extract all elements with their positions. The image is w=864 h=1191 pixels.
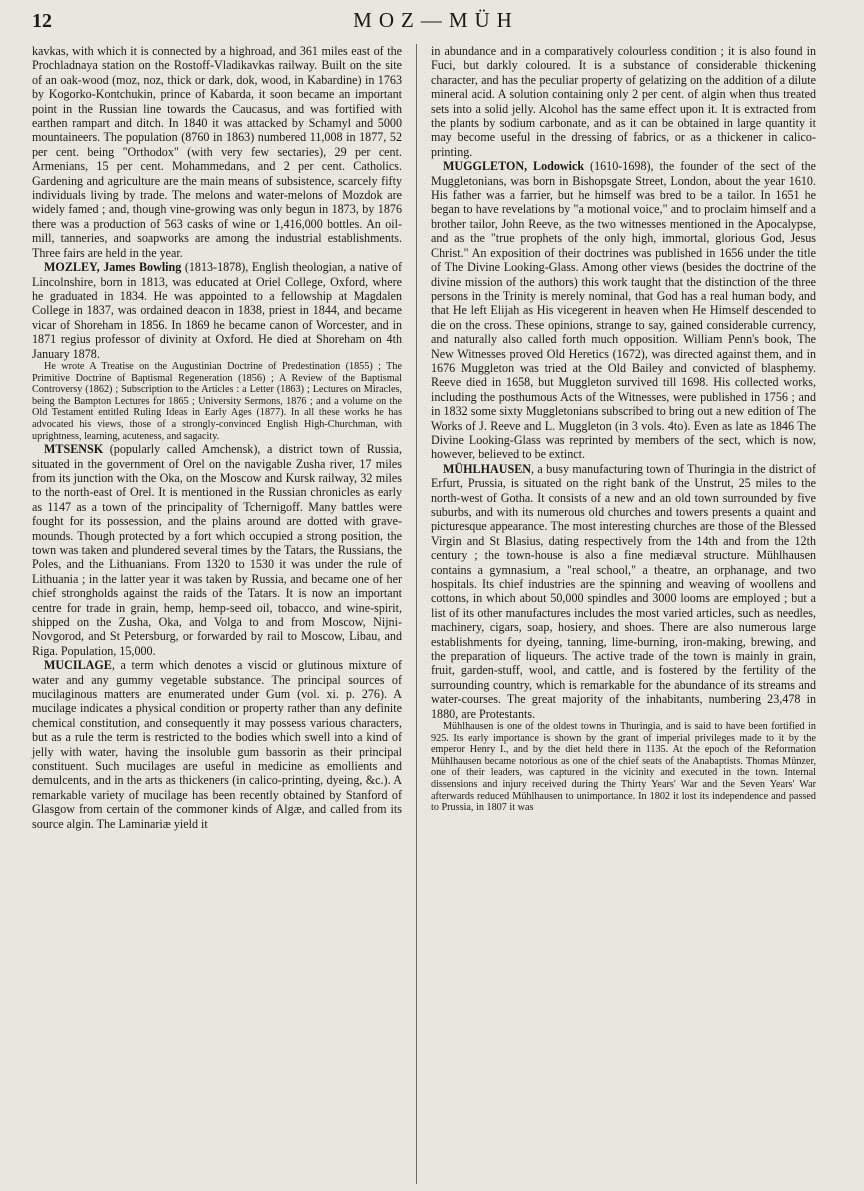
mozley-headword: MOZLEY, James Bowling	[44, 260, 182, 275]
mtsensk-entry	[32, 442, 402, 658]
mozley-works-note: He wrote A Treatise on the Augustinian Doctrine of Predestination (1855) ; The Primitive Doctrine of Baptismal Regeneration (1856) ; A Review of the Baptismal Controversy (1862) ; Subscription to the Articles : a Letter (1863) ; Lectures on Miracles, being the Bampton Lectures for 1865 ; University Sermons, 1876 ; and a volume on the Old Testament entitled Ruling Ideas in Early Ages (1877). In all these works he has advocated his views, those of a strongly-convinced English High-Churchman, with uprightness, learning, acuteness, and sagacity.	[32, 360, 402, 442]
muggleton-entry	[431, 159, 816, 462]
muggleton-text: (1610-1698), the founder of the sect of the Muggletonians, was born in Bishopsgate Street, London, about the year 1610. His father was a farrier, but he himself was bred to be a tailor. In 1651 he began to have revelations by "a motional voice," and to proclaim himself and a brother tailor, John Reeve, as the two witnesses mentioned in the Apocalypse, and as the "true prophets of the only high, immortal, glorious God, Jesus Christ." An exposition of their doctrines was published in 1656 under the title of The Divine Looking-Glass. Among other views (besides the doctrine of the divine mission of the authors) this work taught that the distinction of the three persons in the Trinity is merely nominal, that God has a real human body, and that He left Elijah as His vicegerent in heaven when He Himself descended to die on the cross. These opinions, strange to say, gained considerable currency, and naturally also called forth much opposition. William Penn's book, The New Witnesses proved Old Heretics (1672), was directed against them, and in 1676 Muggleton was tried at the Old Bailey and convicted of blasphemy. Reeve died in 1658, but Muggleton survived till 1698. His collected works, including the posthumous Acts of the Witnesses, were published in 1756 ; and in 1832 some sixty Muggletonians subscribed to bring out a new edition of The Works of J. Reeve and L. Muggleton (in 3 vols. 4to). Even as late as 1846 The Divine Looking-Glass was reprinted by members of the sect, which is now, however, believed to be extinct.	[431, 159, 816, 462]
column-divider	[416, 44, 417, 1184]
mucilage-text: , a term which denotes a viscid or glutinous mixture of water and any gummy vegetable substance. The principal sources of mucilaginous matters are enumerated under Gum (vol. xi. p. 276). A mucilage indicates a physical condition or property rather than any definite chemical constitution, and consequently it may possess various characters, but as a rule the term is restricted to the bodies which swell into a kind of jelly with water, having the insoluble gum bassorin as their principal constituent. Such mucilages are useful in medicine as emollients and demulcents, and in the arts as thickeners (in calico-printing, dyeing, &c.). A remarkable variety of mucilage has been recently obtained by Stanford of Glasgow from certain of the commoner kinds of Algæ, and called from its source algin. The Laminariæ yield it	[32, 658, 402, 831]
left-column	[32, 44, 402, 1184]
muhlhausen-entry	[431, 462, 816, 721]
muggleton-headword: MUGGLETON, Lodowick	[443, 159, 585, 174]
running-head: MOZ—MÜH	[353, 8, 519, 32]
mozdok-entry-continued: kavkas, with which it is connected by a highroad, and 361 miles east of the Prochladnaya station on the Rostoff-Vladikavkas railway. Built on the site of an oak-wood (moz, noz, thick or dark, dok, wood, in Kabardine) in 1763 by Kogorko-Kontchukin, prince of Kabarda, it soon became an important point in the Russian line towards the Caucasus, and was fortified with earthen rampart and ditch. In 1840 it was attacked by Schamyl and 5000 mountaineers. The population (8760 in 1863) numbered 11,008 in 1877, 52 per cent. being "Orthodox" (with very few sectaries), 29 per cent. Armenians, 15 per cent. Mohammedans, and 2 per cent. Catholics. Gardening and agriculture are the main means of subsistence, scarcely fifty individuals living by trade. The melons and water-melons of Mozdok are widely famed ; and, though vine-growing was only begun in 1873, by 1876 there was a production of 563 casks of wine or 1,416,000 bottles. An oil-mill, tanneries, and soapworks are among the industrial establishments. Three fairs are held in the year.	[32, 44, 402, 260]
muhlhausen-history-note: Mühlhausen is one of the oldest towns in Thuringia, and is said to have been fortified in 925. Its early importance is shown by the grant of imperial privileges made to it by the emperor Henry I., and by the diet held there in 1135. At the epoch of the Reformation Mühlhausen became notorious as one of the chief seats of the Anabaptists. Thomas Münzer, one of their leaders, was captured in the vicinity and executed in the town. Internal dissensions and injury received during the Thirty Years' War and the Seven Years' War afterwards reduced Mühlhausen to unimportance. In 1802 it lost its independence and passed to Prussia, in 1807 it was	[431, 721, 816, 814]
muhlhausen-text: , a busy manufacturing town of Thuringia in the district of Erfurt, Prussia, is situated on the right bank of the Unstrut, 25 miles to the north-west of Gotha. It consists of a new and an old town surrounded by five suburbs, and with its numerous old churches and towers presents a quaint and picturesque appearance. The most interesting churches are those of the Blessed Virgin and St Blasius, dating respectively from the 14th and from the 12th century ; the town-house is also a fine mediæval structure. Mühlhausen contains a gymnasium, a "real school," a theatre, an orphanage, and two hospitals. Its chief industries are the spinning and weaving of woollens and cottons, in which about 50,000 spindles and 3000 looms are employed ; but a list of its other manufactures includes the most varied articles, such as needles, machinery, cigars, soap, hosiery, and shoes. There are also numerous large establishments for dyeing, tanning, lime-burning, iron-making, brewing, and the preparation of liqueurs. The active trade of the town is mainly in grain, fruit, garden-stuff, wool, and cattle, and is fostered by the fertility of the surrounding country, which is remarkable for the abundance of its streams and water-courses. The great majority of the inhabitants, numbering 23,478 in 1880, are Protestants.	[431, 461, 816, 721]
page-number: 12	[32, 10, 52, 32]
text-columns	[32, 44, 840, 1184]
page-header	[32, 8, 840, 34]
muhlhausen-headword: MÜHLHAUSEN	[443, 461, 532, 476]
mozley-entry	[32, 260, 402, 361]
mtsensk-text: (popularly called Amchensk), a district town of Russia, situated in the government of Orel on the navigable Zusha river, 17 miles from its junction with the Oka, on the Moscow and Kursk railway, 32 miles to the north-east of Orel. It is mentioned in the Russian chronicles as early as 1147 as a town of the principality of Tchernigoff. Many battles were fought for its possession, and the plains around are dotted with grave-mounds. Though protected by a fort which occupied a strong position, the town was taken and plundered several times by the Tatars, the Russians, the Poles, and the Lithuanians. From 1320 to 1530 it was under the rule of Lithuania ; in the latter year it was taken by Russia, and became one of her chief strongholds against the raids of the Tatars. It is now an important centre for trade in grain, hemp, hemp-seed oil, tobacco, and wine-spirit, shipped on the Zusha, Oka, and Volga to and from Moscow, Nijni-Novgorod, and St Petersburg, or forwarded by rail to Moscow, Libau, and Riga. Population, 15,000.	[32, 442, 402, 658]
mucilage-entry	[32, 658, 402, 831]
right-column	[431, 44, 816, 1184]
mucilage-headword: MUCILAGE	[44, 658, 112, 673]
mucilage-entry-continued: in abundance and in a comparatively colourless condition ; it is also found in Fuci, but darkly coloured. It is a substance of considerable thickening character, and has the peculiar property of gelatizing on the addition of a dilute mineral acid. A solution containing only 2 per cent. of algin when thus treated sets into a solid jelly. Alcohol has the same effect upon it. It is extracted from the plants by sodium carbonate, and as it can be obtained in large quantity it may become useful in the dressing of fabrics, or as a thickener in calico-printing.	[431, 44, 816, 159]
mozley-text: (1813-1878), English theologian, a native of Lincolnshire, born in 1813, was educated at Oriel College, Oxford, where he graduated in 1834. He was appointed to a fellowship at Magdalen College in 1837, was ordained deacon in 1838, priest in 1844, and became vicar of Shoreham in 1856. In 1869 he became canon of Worcester, and in 1871 regius professor of divinity at Oxford. He died at Shoreham on 4th January 1878.	[32, 260, 402, 361]
mtsensk-headword: MTSENSK	[44, 442, 104, 457]
